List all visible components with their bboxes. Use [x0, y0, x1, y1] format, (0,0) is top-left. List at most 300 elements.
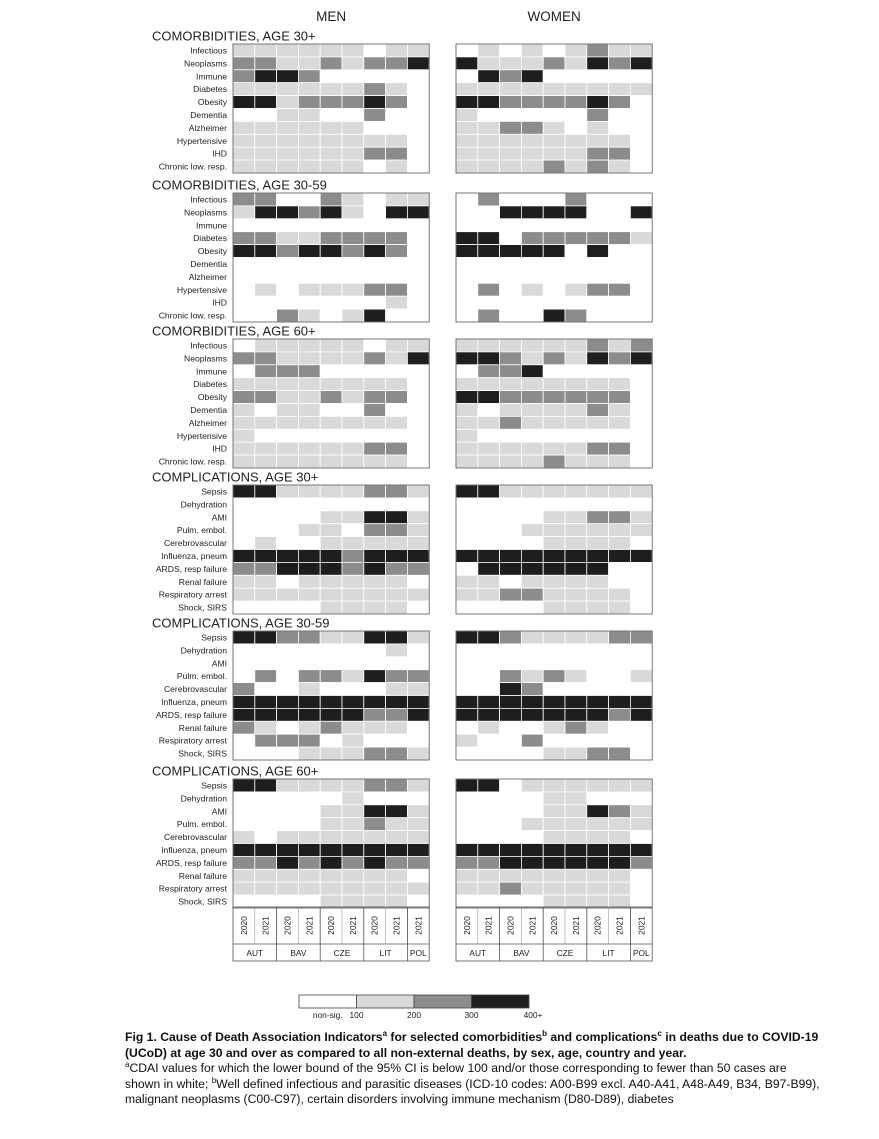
heatmap-cell	[565, 206, 587, 219]
heatmap-cell	[500, 442, 522, 455]
heatmap-cell	[543, 524, 565, 537]
heatmap-cell	[521, 404, 543, 417]
heatmap-cell	[233, 537, 255, 550]
heatmap-cell	[255, 44, 277, 57]
heatmap-cell	[320, 206, 342, 219]
heatmap-cell	[233, 121, 255, 134]
year-tick-label: 2020	[461, 916, 472, 935]
heatmap-cell	[320, 895, 342, 908]
heatmap-cell	[407, 869, 429, 882]
heatmap-cell	[233, 844, 255, 857]
row-label: Immune	[195, 220, 227, 231]
heatmap-cell	[407, 511, 429, 524]
heatmap-cell	[298, 258, 320, 271]
heatmap-cell	[233, 404, 255, 417]
heatmap-cell	[255, 734, 277, 747]
heatmap-cell	[587, 588, 609, 601]
country-label: CZE	[556, 948, 574, 958]
heatmap-cell	[456, 404, 478, 417]
heatmap-cell	[255, 792, 277, 805]
heatmap-cell	[298, 734, 320, 747]
heatmap-cell	[342, 352, 364, 365]
heatmap-cell	[342, 524, 364, 537]
heatmap-cell	[320, 631, 342, 644]
heatmap-cell	[255, 882, 277, 895]
heatmap-cell	[630, 588, 652, 601]
row-label: Pulm. embol.	[176, 819, 227, 830]
heatmap-cell	[630, 57, 652, 70]
heatmap-cell	[233, 455, 255, 468]
heatmap-cell	[386, 895, 408, 908]
heatmap-cell	[565, 601, 587, 614]
heatmap-cell	[456, 575, 478, 588]
heatmap-cell	[565, 485, 587, 498]
heatmap-cell	[255, 537, 277, 550]
heatmap-cell	[478, 524, 500, 537]
figure-caption	[125, 1030, 825, 1108]
heatmap-cell	[565, 631, 587, 644]
heatmap-cell	[565, 245, 587, 258]
heatmap-cell	[478, 696, 500, 709]
heatmap-cell	[565, 96, 587, 109]
heatmap-cell	[587, 550, 609, 563]
heatmap-cell	[587, 378, 609, 391]
heatmap-cell	[521, 83, 543, 96]
heatmap-cell	[521, 96, 543, 109]
heatmap-cell	[233, 245, 255, 258]
heatmap-cell	[478, 296, 500, 309]
heatmap-cell	[233, 147, 255, 160]
caption-sup-b: b	[542, 1028, 548, 1038]
heatmap-cell	[233, 309, 255, 322]
heatmap-cell	[407, 601, 429, 614]
caption-note-b-sup: b	[211, 1075, 217, 1085]
heatmap-cell	[500, 601, 522, 614]
heatmap-cell	[342, 206, 364, 219]
heatmap-cell	[386, 805, 408, 818]
heatmap-cell	[609, 416, 631, 429]
heatmap-cell	[298, 831, 320, 844]
row-label: Sepsis	[201, 632, 227, 643]
heatmap-cell	[342, 683, 364, 696]
heatmap-cell	[277, 683, 299, 696]
heatmap-cell	[277, 121, 299, 134]
heatmap-cell	[407, 160, 429, 173]
heatmap-cell	[277, 232, 299, 245]
row-label: Neoplasms	[184, 353, 227, 364]
heatmap-cell	[521, 831, 543, 844]
heatmap-cell	[456, 339, 478, 352]
heatmap-cell	[298, 245, 320, 258]
heatmap-cell	[456, 708, 478, 721]
panel-header-men: MEN	[316, 9, 347, 24]
heatmap-cell	[478, 83, 500, 96]
heatmap-cell	[342, 869, 364, 882]
heatmap-cell	[456, 258, 478, 271]
heatmap-cell	[630, 856, 652, 869]
heatmap-cell	[630, 391, 652, 404]
heatmap-cell	[500, 57, 522, 70]
heatmap-cell	[407, 550, 429, 563]
heatmap-cell	[609, 429, 631, 442]
heatmap-cell	[233, 134, 255, 147]
heatmap-cell	[587, 339, 609, 352]
heatmap-cell	[277, 657, 299, 670]
heatmap-cell	[364, 588, 386, 601]
country-label: BAV	[290, 948, 307, 958]
heatmap-cell	[320, 779, 342, 792]
heatmap-cell	[364, 365, 386, 378]
heatmap-cell	[342, 219, 364, 232]
heatmap-cell	[277, 562, 299, 575]
heatmap-cell	[298, 391, 320, 404]
heatmap-cell	[386, 44, 408, 57]
heatmap-cell	[364, 378, 386, 391]
heatmap-cell	[342, 882, 364, 895]
heatmap-cell	[364, 575, 386, 588]
heatmap-cell	[233, 96, 255, 109]
heatmap-cell	[543, 721, 565, 734]
heatmap-cell	[364, 856, 386, 869]
heatmap-cell	[364, 537, 386, 550]
heatmap-cell	[500, 365, 522, 378]
heatmap-cell	[277, 601, 299, 614]
heatmap-cell	[277, 779, 299, 792]
heatmap-cell	[386, 550, 408, 563]
heatmap-cell	[320, 134, 342, 147]
year-tick-label: 2020	[592, 916, 603, 935]
heatmap-cell	[320, 498, 342, 511]
heatmap-cell	[478, 869, 500, 882]
heatmap-cell	[630, 511, 652, 524]
heatmap-cell	[298, 160, 320, 173]
heatmap-cell	[386, 309, 408, 322]
heatmap-cell	[478, 683, 500, 696]
heatmap-cell	[609, 160, 631, 173]
heatmap-cell	[233, 283, 255, 296]
heatmap-cell	[630, 670, 652, 683]
heatmap-cell	[587, 416, 609, 429]
heatmap-cell	[543, 57, 565, 70]
heatmap-cell	[500, 734, 522, 747]
heatmap-cell	[298, 696, 320, 709]
heatmap-cell	[342, 378, 364, 391]
heatmap-cell	[298, 779, 320, 792]
heatmap-cell	[565, 83, 587, 96]
heatmap-cell	[320, 352, 342, 365]
caption-fig-label: Fig 1.	[125, 1030, 157, 1044]
section-title: COMPLICATIONS, AGE 60+	[152, 763, 319, 779]
heatmap-cell	[233, 83, 255, 96]
heatmap-cell	[233, 588, 255, 601]
heatmap-cell	[456, 83, 478, 96]
heatmap-cell	[478, 856, 500, 869]
caption-title-part-c: and complications	[547, 1030, 658, 1044]
heatmap-cell	[255, 455, 277, 468]
row-label: Respiratory arrest	[158, 883, 227, 894]
heatmap-cell	[342, 391, 364, 404]
heatmap-cell	[630, 455, 652, 468]
row-label: Chronic low. resp.	[158, 456, 227, 467]
heatmap-cell	[342, 404, 364, 417]
heatmap-cell	[342, 844, 364, 857]
heatmap-cell	[565, 562, 587, 575]
heatmap-cell	[364, 524, 386, 537]
heatmap-cell	[342, 365, 364, 378]
heatmap-cell	[565, 805, 587, 818]
heatmap-cell	[407, 270, 429, 283]
heatmap-cell	[386, 696, 408, 709]
heatmap-cell	[320, 245, 342, 258]
heatmap-cell	[386, 57, 408, 70]
heatmap-cell	[364, 792, 386, 805]
heatmap-cell	[565, 147, 587, 160]
heatmap-cell	[500, 631, 522, 644]
legend-swatch	[299, 995, 357, 1008]
heatmap-cell	[587, 296, 609, 309]
heatmap-cell	[565, 779, 587, 792]
heatmap-cell	[233, 378, 255, 391]
heatmap-cell	[364, 416, 386, 429]
heatmap-cell	[521, 339, 543, 352]
heatmap-cell	[407, 352, 429, 365]
legend-label: 200	[407, 1010, 421, 1020]
heatmap-cell	[233, 747, 255, 760]
heatmap-cell	[407, 70, 429, 83]
heatmap-cell	[565, 442, 587, 455]
heatmap-cell	[298, 57, 320, 70]
heatmap-cell	[233, 550, 255, 563]
heatmap-cell	[543, 844, 565, 857]
row-label: Sepsis	[201, 780, 227, 791]
heatmap-cell	[255, 245, 277, 258]
heatmap-cell	[255, 498, 277, 511]
heatmap-cell	[609, 747, 631, 760]
heatmap-cell	[609, 779, 631, 792]
heatmap-cell	[233, 818, 255, 831]
heatmap-cell	[277, 219, 299, 232]
heatmap-cell	[298, 537, 320, 550]
heatmap-cell	[478, 232, 500, 245]
heatmap-cell	[298, 416, 320, 429]
heatmap-cell	[456, 485, 478, 498]
heatmap-cell	[609, 219, 631, 232]
heatmap-cell	[609, 44, 631, 57]
heatmap-cell	[543, 588, 565, 601]
heatmap-cell	[298, 511, 320, 524]
heatmap-cell	[320, 856, 342, 869]
heatmap-cell	[320, 670, 342, 683]
heatmap-cell	[277, 160, 299, 173]
heatmap-cell	[277, 524, 299, 537]
caption-note-a: CDAI values for which the lower bound of the 95% CI is below 100 and/or those corresponding to fewer than 50 cases are shown in white;	[125, 1061, 787, 1091]
heatmap-cell	[386, 134, 408, 147]
heatmap-cell	[386, 258, 408, 271]
heatmap-cell	[543, 160, 565, 173]
heatmap-cell	[521, 644, 543, 657]
heatmap-cell	[364, 339, 386, 352]
heatmap-cell	[407, 339, 429, 352]
heatmap-cell	[386, 352, 408, 365]
heatmap-cell	[386, 882, 408, 895]
heatmap-cell	[386, 96, 408, 109]
heatmap-cell	[587, 485, 609, 498]
heatmap-cell	[386, 442, 408, 455]
heatmap-cell	[277, 283, 299, 296]
heatmap-cell	[630, 296, 652, 309]
heatmap-cell	[565, 683, 587, 696]
heatmap-cell	[456, 232, 478, 245]
heatmap-cell	[233, 416, 255, 429]
heatmap-cell	[277, 339, 299, 352]
country-label: POL	[409, 948, 427, 958]
heatmap-cell	[255, 721, 277, 734]
heatmap-cell	[587, 83, 609, 96]
heatmap-cell	[587, 391, 609, 404]
heatmap-cell	[630, 696, 652, 709]
heatmap-cell	[456, 160, 478, 173]
heatmap-cell	[233, 644, 255, 657]
heatmap-cell	[543, 485, 565, 498]
row-label: Cerebrovascular	[163, 832, 227, 843]
row-label: Dementia	[190, 110, 227, 121]
row-label: Chronic low. resp.	[158, 310, 227, 321]
heatmap-cell	[587, 696, 609, 709]
heatmap-cell	[364, 296, 386, 309]
heatmap-cell	[630, 352, 652, 365]
heatmap-cell	[386, 734, 408, 747]
heatmap-cell	[277, 882, 299, 895]
heatmap-cell	[407, 296, 429, 309]
row-label: Renal failure	[178, 576, 227, 587]
heatmap-cell	[277, 442, 299, 455]
heatmap-cell	[277, 57, 299, 70]
heatmap-cell	[277, 245, 299, 258]
heatmap-cell	[521, 524, 543, 537]
heatmap-cell	[565, 511, 587, 524]
row-label: Shock, SIRS	[178, 748, 227, 759]
heatmap-cell	[255, 121, 277, 134]
heatmap-cell	[587, 283, 609, 296]
heatmap-cell	[521, 109, 543, 122]
heatmap-cell	[478, 404, 500, 417]
heatmap-cell	[255, 524, 277, 537]
heatmap-cell	[320, 537, 342, 550]
heatmap-cell	[500, 575, 522, 588]
heatmap-cell	[342, 550, 364, 563]
heatmap-cell	[456, 869, 478, 882]
heatmap-cell	[609, 232, 631, 245]
heatmap-cell	[233, 57, 255, 70]
row-label: Renal failure	[178, 722, 227, 733]
heatmap-cell	[277, 869, 299, 882]
heatmap-cell	[587, 631, 609, 644]
heatmap-cell	[364, 601, 386, 614]
heatmap-cell	[565, 391, 587, 404]
heatmap-cell	[630, 96, 652, 109]
heatmap-cell	[298, 147, 320, 160]
heatmap-cell	[587, 708, 609, 721]
heatmap-cell	[500, 779, 522, 792]
heatmap-cell	[456, 134, 478, 147]
heatmap-cell	[364, 657, 386, 670]
heatmap-cell	[386, 429, 408, 442]
heatmap-cell	[565, 270, 587, 283]
row-label: Immune	[195, 71, 227, 82]
heatmap-cell	[521, 683, 543, 696]
heatmap-cell	[500, 657, 522, 670]
heatmap-cell	[587, 160, 609, 173]
heatmap-cell	[364, 895, 386, 908]
heatmap-cell	[277, 270, 299, 283]
heatmap-cell	[298, 498, 320, 511]
heatmap-cell	[320, 869, 342, 882]
heatmap-cell	[609, 670, 631, 683]
heatmap-cell	[320, 57, 342, 70]
heatmap-cell	[456, 296, 478, 309]
heatmap-cell	[342, 708, 364, 721]
heatmap-cell	[478, 245, 500, 258]
heatmap-cell	[500, 562, 522, 575]
heatmap-cell	[609, 511, 631, 524]
heatmap-cell	[478, 498, 500, 511]
heatmap-cell	[277, 844, 299, 857]
heatmap-cell	[407, 882, 429, 895]
heatmap-cell	[543, 44, 565, 57]
heatmap-cell	[298, 882, 320, 895]
heatmap-cell	[587, 895, 609, 908]
heatmap-cell	[386, 391, 408, 404]
heatmap-cell	[233, 601, 255, 614]
heatmap-cell	[565, 121, 587, 134]
row-label: Diabetes	[193, 233, 227, 244]
heatmap-cell	[478, 206, 500, 219]
heatmap-cell	[609, 657, 631, 670]
heatmap-cell	[565, 455, 587, 468]
heatmap-cell	[386, 562, 408, 575]
heatmap-cell	[342, 644, 364, 657]
heatmap-cell	[609, 498, 631, 511]
heatmap-cell	[386, 245, 408, 258]
heatmap-cell	[543, 805, 565, 818]
heatmap-cell	[364, 429, 386, 442]
heatmap-cell	[277, 805, 299, 818]
caption-notes	[125, 1061, 825, 1108]
heatmap-cell	[565, 575, 587, 588]
heatmap-cell	[233, 442, 255, 455]
heatmap-cell	[543, 792, 565, 805]
heatmap-cell	[255, 352, 277, 365]
heatmap-cell	[521, 378, 543, 391]
heatmap-cell	[342, 121, 364, 134]
heatmap-cell	[543, 631, 565, 644]
heatmap-cell	[342, 309, 364, 322]
heatmap-cell	[587, 57, 609, 70]
heatmap-cell	[298, 588, 320, 601]
heatmap-cell	[521, 844, 543, 857]
heatmap-cell	[543, 378, 565, 391]
heatmap-cell	[298, 805, 320, 818]
heatmap-cell	[255, 416, 277, 429]
heatmap-cell	[565, 818, 587, 831]
heatmap-cell	[364, 631, 386, 644]
heatmap-cell	[233, 882, 255, 895]
heatmap-cell	[386, 869, 408, 882]
heatmap-cell	[233, 391, 255, 404]
heatmap-cell	[456, 588, 478, 601]
heatmap-cell	[565, 283, 587, 296]
heatmap-cell	[342, 160, 364, 173]
